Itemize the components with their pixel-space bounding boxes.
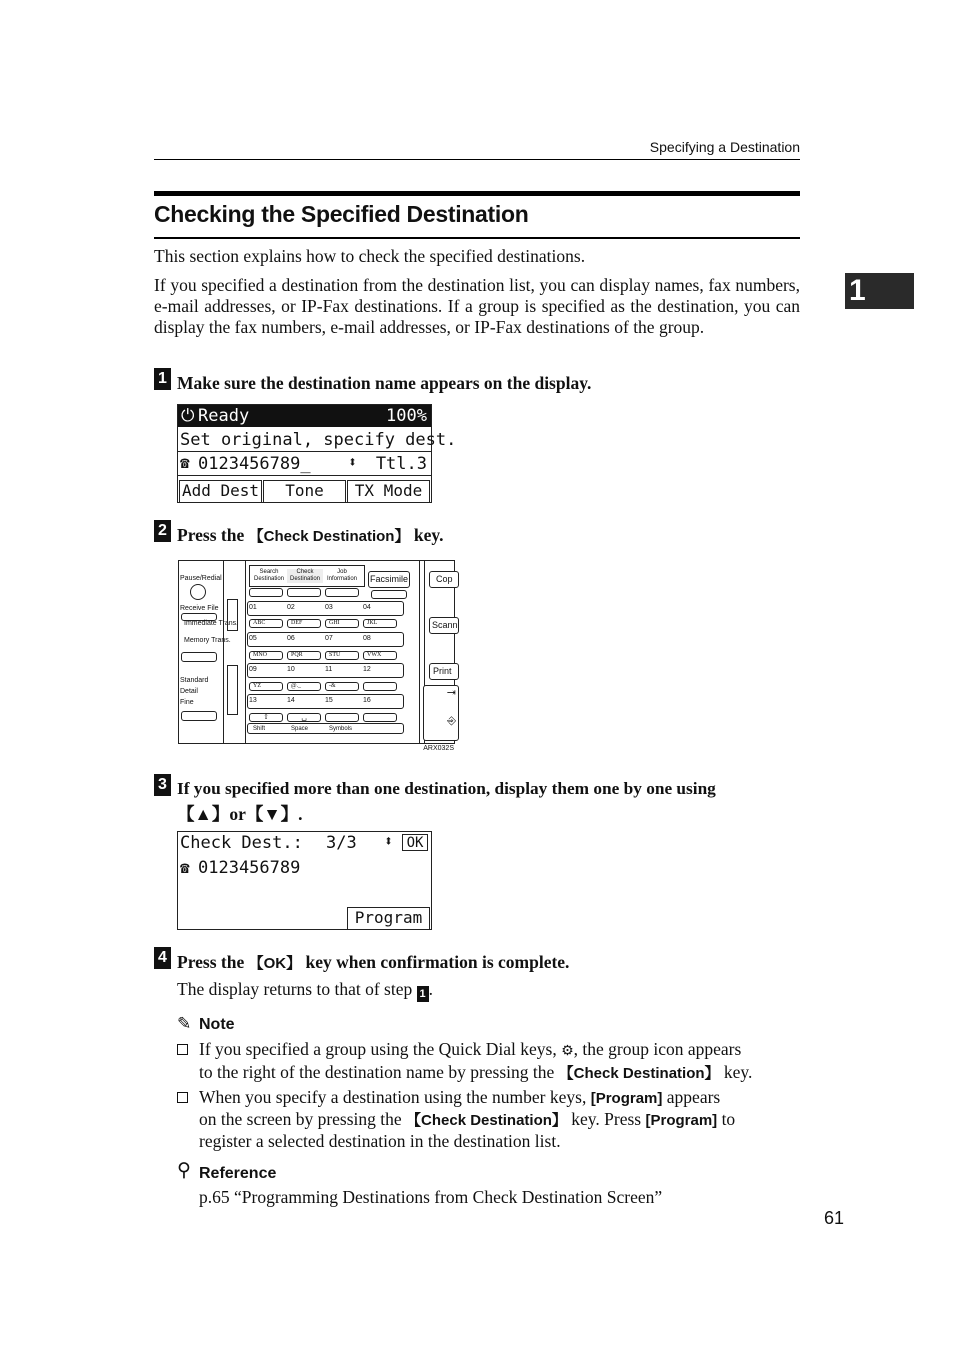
note-2-line-2: [199, 1109, 800, 1131]
arrow-right-bar-icon: ⇥: [446, 687, 456, 699]
enter-icon: ⎆: [447, 715, 456, 727]
user-tools-key[interactable]: [423, 685, 459, 741]
pause-redial-key[interactable]: [190, 584, 206, 600]
page-number: 61: [823, 1208, 844, 1228]
quick-dial-key-yz[interactable]: YZ: [249, 682, 283, 691]
lcd-message-row: [178, 429, 457, 452]
note-2-line-1: [199, 1087, 800, 1109]
quick-dial-key-pqr[interactable]: PQR: [287, 651, 321, 660]
quick-dial-row-5: [247, 723, 404, 734]
reference-heading: Reference: [199, 1165, 277, 1182]
detail-label: Detail: [180, 688, 198, 695]
note-item-2: [199, 1087, 800, 1152]
job-information-tab[interactable]: Job Information: [326, 569, 357, 582]
reference-text: p.65 “Programming Destinations from Check Destination Screen”: [199, 1187, 663, 1207]
header-rule: [154, 159, 800, 160]
quick-dial-16: 16: [363, 697, 371, 704]
quick-dial-03: 03: [325, 604, 333, 611]
quick-dial-key-mno[interactable]: MNO: [249, 651, 283, 660]
lcd-display-ready: [177, 404, 457, 503]
quick-dial-04: 04: [363, 604, 371, 611]
check-destination-key[interactable]: [287, 588, 321, 597]
lcd2-number-row: [178, 858, 431, 880]
up-down-arrow-icon: ⬍: [348, 453, 358, 471]
section-title: Checking the Specified Destination: [154, 201, 529, 227]
note-1-key: 【Check Destination】: [558, 1065, 720, 1082]
note-1-post: , the group icon appears: [573, 1039, 742, 1059]
quick-dial-key-ghi[interactable]: GHI: [325, 619, 359, 628]
printer-key[interactable]: Print: [429, 663, 459, 680]
body-paragraph: If you specified a destination from the destination list, you can display names, fax numbers, e-mail addresses, or IP-Fax destinations. If a group is specified as the destination, you can display the fax numbers, e-mail addresses, or IP-Fax destinations of the group.: [154, 275, 800, 337]
quick-dial-key-blank[interactable]: [363, 682, 397, 691]
lcd-status-bar: [178, 405, 431, 427]
control-panel-illustration: [178, 560, 458, 744]
quick-dial-05: 05: [249, 635, 257, 642]
magnifier-icon: ⚲: [177, 1160, 191, 1181]
note-2-program-key: [Program]: [590, 1090, 663, 1107]
tone-button[interactable]: Tone: [263, 480, 346, 502]
step-4-followup: [177, 979, 433, 1002]
intro-paragraph: This section explains how to check the specified destinations.: [154, 246, 586, 266]
lcd-display-check-dest: [177, 831, 432, 930]
quick-dial-09: 09: [249, 666, 257, 673]
memory-trans-label: Memory Trans.: [184, 637, 231, 644]
quick-dial-13: 13: [249, 697, 257, 704]
receive-file-label: Receive File: [180, 605, 219, 612]
step-2-text: [177, 525, 444, 546]
note-1-line2-post: key.: [719, 1062, 753, 1082]
note-2-program-key-2: [Program]: [645, 1112, 718, 1129]
lcd-status-text: Ready: [198, 406, 250, 426]
quick-dial-key-jkl[interactable]: JKL: [363, 619, 397, 628]
note-2-post: appears: [662, 1087, 721, 1107]
step-3-text: If you specified more than one destination, display them one by one using: [177, 779, 716, 798]
space-icon: ␣: [301, 713, 307, 721]
quick-dial-02: 02: [287, 604, 295, 611]
quick-dial-15: 15: [325, 697, 333, 704]
quick-dial-key-stu[interactable]: STU: [325, 651, 359, 660]
group-icon: ⚙: [561, 1043, 574, 1059]
pencil-icon: ✎: [177, 1014, 192, 1033]
lcd2-ok-button[interactable]: OK: [402, 834, 428, 851]
note-2-pre: When you specify a destination using the number keys,: [199, 1087, 591, 1107]
quick-dial-08: 08: [363, 635, 371, 642]
quick-dial-key-dash[interactable]: -&: [325, 682, 359, 691]
copy-key[interactable]: Cop: [429, 571, 459, 588]
lcd-number: 0123456789_: [198, 454, 311, 474]
lcd-number-row: [178, 453, 431, 476]
section-title-rule: [154, 237, 800, 239]
lcd2-count: 3/3: [326, 833, 357, 853]
quick-dial-11: 11: [325, 666, 333, 673]
section-top-rule: [154, 191, 800, 196]
step-4-pre: Press the: [177, 952, 249, 972]
note-1-line-2: [199, 1062, 800, 1084]
symbols-key[interactable]: [325, 713, 359, 722]
note-2-line2-post: to: [717, 1109, 736, 1129]
step-number-3: 3: [154, 774, 171, 796]
quick-dial-01: 01: [249, 604, 257, 611]
immediate-trans-label: Immediate Trans.: [184, 620, 239, 627]
quick-dial-row-4: [247, 694, 404, 709]
space-key[interactable]: [287, 713, 321, 722]
standard-label: Standard: [180, 677, 209, 684]
step-4-text: [177, 952, 569, 973]
lcd-message: Set original, specify dest.: [180, 430, 457, 450]
search-destination-tab[interactable]: Search Destination: [253, 569, 285, 582]
quick-dial-key-abc[interactable]: ABC: [249, 619, 283, 628]
step-2-post: key.: [409, 525, 444, 545]
step-number-1: 1: [154, 368, 171, 390]
followup-post: .: [428, 979, 433, 999]
job-information-key[interactable]: [325, 588, 359, 597]
phone-icon: ☎: [180, 453, 190, 472]
step-1-text: Make sure the destination name appears on the display.: [177, 373, 592, 393]
step-number-2: 2: [154, 520, 171, 542]
lcd2-title-row: [178, 833, 431, 855]
phone-icon: ☎: [180, 858, 190, 877]
quick-dial-10: 10: [287, 666, 295, 673]
step-3-keys: 【▲】or【▼】.: [177, 804, 303, 824]
power-icon: ⏻: [181, 406, 195, 426]
check-destination-tab[interactable]: Check Destination: [287, 569, 323, 583]
followup-pre: The display returns to that of step: [177, 979, 417, 999]
panel-side-slot-top: [227, 599, 238, 631]
fine-label: Fine: [180, 699, 194, 706]
note-1-line-1: [199, 1039, 800, 1062]
lcd2-number: 0123456789: [198, 858, 301, 878]
step-2-pre: Press the: [177, 525, 249, 545]
note-2-line-3: register a selected destination in the destination list.: [199, 1131, 561, 1151]
note-2-check-destination-key: 【Check Destination】: [406, 1112, 567, 1129]
running-header: Specifying a Destination: [649, 139, 800, 155]
lcd-percent: 100%: [386, 406, 427, 426]
add-dest-button[interactable]: Add Dest: [179, 480, 262, 502]
pause-redial-label: Pause/Redial: [180, 575, 222, 582]
trans-mode-key[interactable]: [181, 652, 217, 662]
step-ref-badge: 1: [417, 986, 429, 1002]
step-4-post: key when confirmation is complete.: [301, 952, 570, 972]
shift-key[interactable]: [249, 713, 283, 722]
quick-dial-row-2: [247, 632, 404, 647]
note-heading: Note: [199, 1016, 235, 1033]
note-1-pre: If you specified a group using the Quick Dial keys,: [199, 1039, 562, 1059]
figure-id: ARX032S: [423, 745, 454, 752]
symbols-label: Symbols: [329, 726, 353, 732]
quick-dial-grid: [247, 601, 402, 741]
quick-dial-06: 06: [287, 635, 295, 642]
space-label: Space: [291, 726, 309, 732]
shift-label: Shift: [253, 726, 266, 732]
quick-dial-key-at[interactable]: @._: [287, 682, 321, 691]
ok-key-label: 【OK】: [248, 955, 302, 972]
chapter-tab: 1: [845, 273, 914, 309]
facsimile-sub-key[interactable]: [371, 590, 407, 599]
lcd2-title: Check Dest.:: [180, 833, 303, 853]
note-bullet-2: [177, 1092, 188, 1103]
up-down-arrow-icon: ⬍: [384, 832, 394, 850]
facsimile-key[interactable]: Facsimile: [368, 571, 410, 588]
quick-dial-12: 12: [363, 666, 371, 673]
panel-side-slot-bottom: [227, 665, 238, 715]
note-item-1: [199, 1039, 800, 1084]
resolution-key[interactable]: [181, 711, 217, 721]
note-1-line2-pre: to the right of the destination name by pressing the: [199, 1062, 559, 1082]
quick-dial-row-1: [247, 601, 404, 616]
shift-icon: ⇧: [263, 713, 269, 721]
search-destination-key[interactable]: [249, 588, 283, 597]
quick-dial-row-3: [247, 663, 404, 678]
check-destination-key-label: 【Check Destination】: [248, 528, 410, 545]
program-button[interactable]: Program: [347, 907, 430, 929]
quick-dial-key-vwx[interactable]: VWX: [363, 651, 397, 660]
scanner-key[interactable]: Scann: [429, 617, 459, 634]
quick-dial-key-def[interactable]: DEF: [287, 619, 321, 628]
step-number-4: 4: [154, 947, 171, 969]
note-2-line2-pre: on the screen by pressing the: [199, 1109, 407, 1129]
group-key[interactable]: [363, 713, 397, 722]
quick-dial-14: 14: [287, 697, 295, 704]
lcd-total: Ttl.3: [375, 454, 427, 474]
note-bullet-1: [177, 1044, 188, 1055]
tx-mode-button[interactable]: TX Mode: [347, 480, 430, 502]
note-2-line2-mid: key. Press: [566, 1109, 646, 1129]
quick-dial-07: 07: [325, 635, 333, 642]
